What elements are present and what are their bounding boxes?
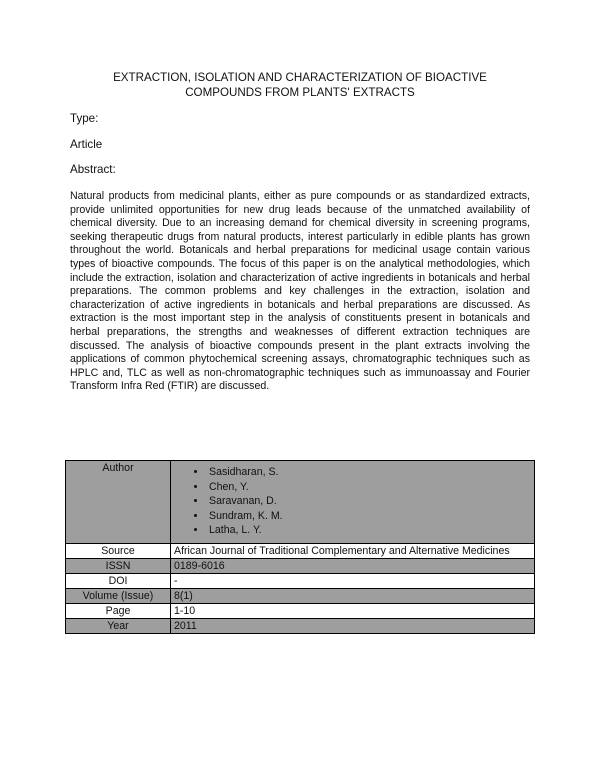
doi-row bbox=[66, 573, 535, 588]
type-label: Type: bbox=[70, 112, 99, 125]
author-item: • Sundram, K. M. bbox=[207, 509, 531, 524]
author-list bbox=[174, 465, 531, 538]
source-label: Source bbox=[66, 543, 171, 558]
abstract-text: Natural products from medicinal plants, either as pure compounds or as standardized extracts, provide unlimited opportunities for new drug leads because of the unmatched availability of chemical diversity. Due to an increasing demand for chemical diversity in screening programs, seeking therapeutic drugs from natural products, interest particularly in edible plants has grown throughout the world. Botanicals and herbal preparations for medicinal usage contain various types of bioactive compounds. The focus of this paper is on the analytical methodologies, which include the extraction, isolation and characterization of active ingredients in botanicals and herbal preparations. The common problems and key challenges in the extraction, isolation and characterization of active ingredients in botanicals and herbal preparations are discussed. As extraction is the most important step in the analysis of constituents present in botanicals and herbal preparations, the strengths and weaknesses of different extraction techniques are discussed. The analysis of bioactive compounds present in the plant extracts involving the applications of common phytochemical screening assays, chromatographic techniques such as HPLC and, TLC as well as non-chromatographic techniques such as immunoassay and Fourier Transform Infra Red (FTIR) are discussed. bbox=[70, 190, 530, 393]
volume-row bbox=[66, 588, 535, 603]
page-row bbox=[66, 603, 535, 618]
issn-label: ISSN bbox=[66, 558, 171, 573]
author-row bbox=[66, 461, 535, 544]
title-line-2: COMPOUNDS FROM PLANTS' EXTRACTS bbox=[185, 86, 415, 99]
source-row bbox=[66, 543, 535, 558]
doi-value: - bbox=[171, 573, 535, 588]
author-item: • Saravanan, D. bbox=[207, 494, 531, 509]
page-value: 1-10 bbox=[171, 603, 535, 618]
type-value: Article bbox=[70, 138, 103, 151]
doi-label: DOI bbox=[66, 573, 171, 588]
year-value: 2011 bbox=[171, 618, 535, 633]
author-item: • Latha, L. Y. bbox=[207, 523, 531, 538]
abstract-label: Abstract: bbox=[70, 163, 116, 176]
document-title bbox=[70, 70, 530, 100]
issn-row bbox=[66, 558, 535, 573]
metadata-table bbox=[65, 460, 535, 634]
source-value: African Journal of Traditional Complementary and Alternative Medicines bbox=[171, 543, 535, 558]
volume-label: Volume (Issue) bbox=[66, 588, 171, 603]
author-list-cell bbox=[171, 461, 535, 544]
author-item: • Chen, Y. bbox=[207, 480, 531, 495]
author-label: Author bbox=[66, 461, 171, 544]
title-line-1: EXTRACTION, ISOLATION AND CHARACTERIZATION OF BIOACTIVE bbox=[113, 71, 487, 84]
volume-value: 8(1) bbox=[171, 588, 535, 603]
year-label: Year bbox=[66, 618, 171, 633]
page-label: Page bbox=[66, 603, 171, 618]
year-row bbox=[66, 618, 535, 633]
author-item: • Sasidharan, S. bbox=[207, 465, 531, 480]
issn-value: 0189-6016 bbox=[171, 558, 535, 573]
